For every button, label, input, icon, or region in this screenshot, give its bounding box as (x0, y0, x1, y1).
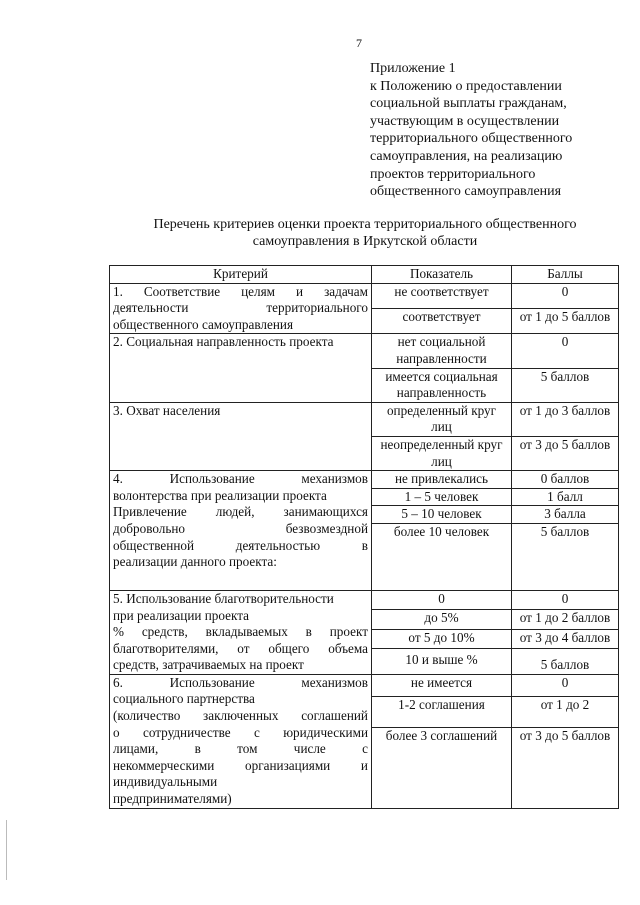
table-row (110, 402, 619, 436)
points-cell: 0 (512, 674, 619, 696)
header-points: Баллы (512, 266, 619, 284)
appendix-line: общественного самоуправления (370, 184, 562, 200)
header-indicator: Показатель (372, 266, 512, 284)
criterion-line: % средств, вкладываемых в проект (113, 624, 368, 640)
points-cell: 5 баллов (512, 523, 619, 590)
appendix-line: самоуправления, на реализацию (370, 148, 563, 164)
points-cell: 0 (512, 334, 619, 368)
points-cell: 0 баллов (512, 471, 619, 489)
indicator-cell: 0 (372, 590, 512, 609)
criterion-line: средств, затрачиваемых на проект (113, 657, 304, 673)
criterion-line: 5. Использование благотворительности (113, 590, 334, 606)
title-line: самоуправления в Иркутской области (252, 234, 478, 249)
indicator-cell: не привлекались (372, 471, 512, 489)
indicator-cell: нет социальной направленности (372, 334, 512, 368)
appendix-line: социальной выплаты гражданам, (370, 96, 567, 112)
points-cell: от 3 до 4 баллов (512, 629, 619, 648)
appendix-line: проектов территориального (370, 166, 536, 182)
appendix-header (370, 60, 620, 201)
table-row (110, 334, 619, 368)
indicator-cell: не имеется (372, 674, 512, 696)
criterion-line: добровольно безвозмездной (113, 520, 368, 536)
criterion-line: некоммерческими организациями и (113, 757, 368, 773)
appendix-line: участвующим в осуществлении (370, 113, 560, 129)
criterion-line: лицами, в том числе с (113, 741, 368, 757)
criterion-line: 4. Использование механизмов (113, 471, 368, 487)
criterion-line: 1. Соответствие целям и задачам (113, 283, 368, 299)
points-cell: от 1 до 2 (512, 696, 619, 727)
appendix-line: к Положению о предоставлении (370, 78, 562, 94)
indicator-cell: неопределенный круг лиц (372, 436, 512, 470)
indicator-cell: определенный круг лиц (372, 402, 512, 436)
criterion-cell (110, 674, 372, 808)
criterion-line: о сотрудничестве с юридическими (113, 724, 368, 740)
criterion-cell (110, 471, 372, 591)
criterion-line: предпринимателями) (113, 791, 232, 807)
points-cell: от 3 до 5 баллов (512, 727, 619, 808)
criterion-line: (количество заключенных соглашений (113, 708, 368, 724)
criterion-cell: 2. Социальная направленность проекта (110, 334, 372, 402)
points-cell: 5 баллов (512, 648, 619, 674)
criterion-line: Привлечение людей, занимающихся (113, 504, 368, 520)
criterion-line: общественной деятельностью в (113, 537, 368, 553)
indicator-cell: соответствует (372, 308, 512, 333)
left-margin-mark (6, 820, 7, 880)
criterion-line: социального партнерства (113, 691, 255, 707)
table-row (110, 674, 619, 696)
criterion-line: деятельности территориального (113, 300, 368, 316)
points-cell: 5 баллов (512, 368, 619, 402)
criterion-line: благотворителями, от общего объема (113, 640, 368, 656)
points-cell: от 1 до 3 баллов (512, 402, 619, 436)
criterion-line: 6. Использование механизмов (113, 674, 368, 690)
points-cell: 3 балла (512, 506, 619, 524)
table-row (110, 471, 619, 489)
document-title (100, 216, 630, 250)
criterion-line: реализации данного проекта: (113, 554, 277, 570)
table-row (110, 283, 619, 308)
indicator-cell: 10 и выше % (372, 648, 512, 674)
indicator-cell: более 10 человек (372, 523, 512, 590)
points-cell: 0 (512, 283, 619, 308)
indicator-cell: до 5% (372, 610, 512, 629)
table-row (110, 590, 619, 609)
points-cell: 1 балл (512, 488, 619, 506)
table-header-row (110, 266, 619, 284)
criterion-cell: 3. Охват населения (110, 402, 372, 470)
indicator-cell: более 3 соглашений (372, 727, 512, 808)
points-cell: от 1 до 5 баллов (512, 308, 619, 333)
header-criterion: Критерий (110, 266, 372, 284)
criterion-cell (110, 590, 372, 674)
points-cell: от 1 до 2 баллов (512, 610, 619, 629)
criterion-line: волонтерства при реализации проекта (113, 487, 327, 503)
criterion-cell (110, 283, 372, 334)
indicator-cell: 1-2 соглашения (372, 696, 512, 727)
page-number: 7 (356, 36, 362, 50)
indicator-cell: не соответствует (372, 283, 512, 308)
criterion-line: при реализации проекта (113, 607, 250, 623)
criterion-line: индивидуальными (113, 774, 218, 790)
indicator-cell: 5 – 10 человек (372, 506, 512, 524)
indicator-cell: имеется социальная направленность (372, 368, 512, 402)
criteria-table (109, 265, 619, 809)
points-cell: от 3 до 5 баллов (512, 436, 619, 470)
indicator-cell: от 5 до 10% (372, 629, 512, 648)
criterion-line: общественного самоуправления (113, 316, 294, 332)
appendix-line: территориального общественного (370, 131, 573, 147)
appendix-line: Приложение 1 (370, 61, 456, 76)
points-cell: 0 (512, 590, 619, 609)
indicator-cell: 1 – 5 человек (372, 488, 512, 506)
title-line: Перечень критериев оценки проекта территориального общественного (153, 217, 577, 232)
